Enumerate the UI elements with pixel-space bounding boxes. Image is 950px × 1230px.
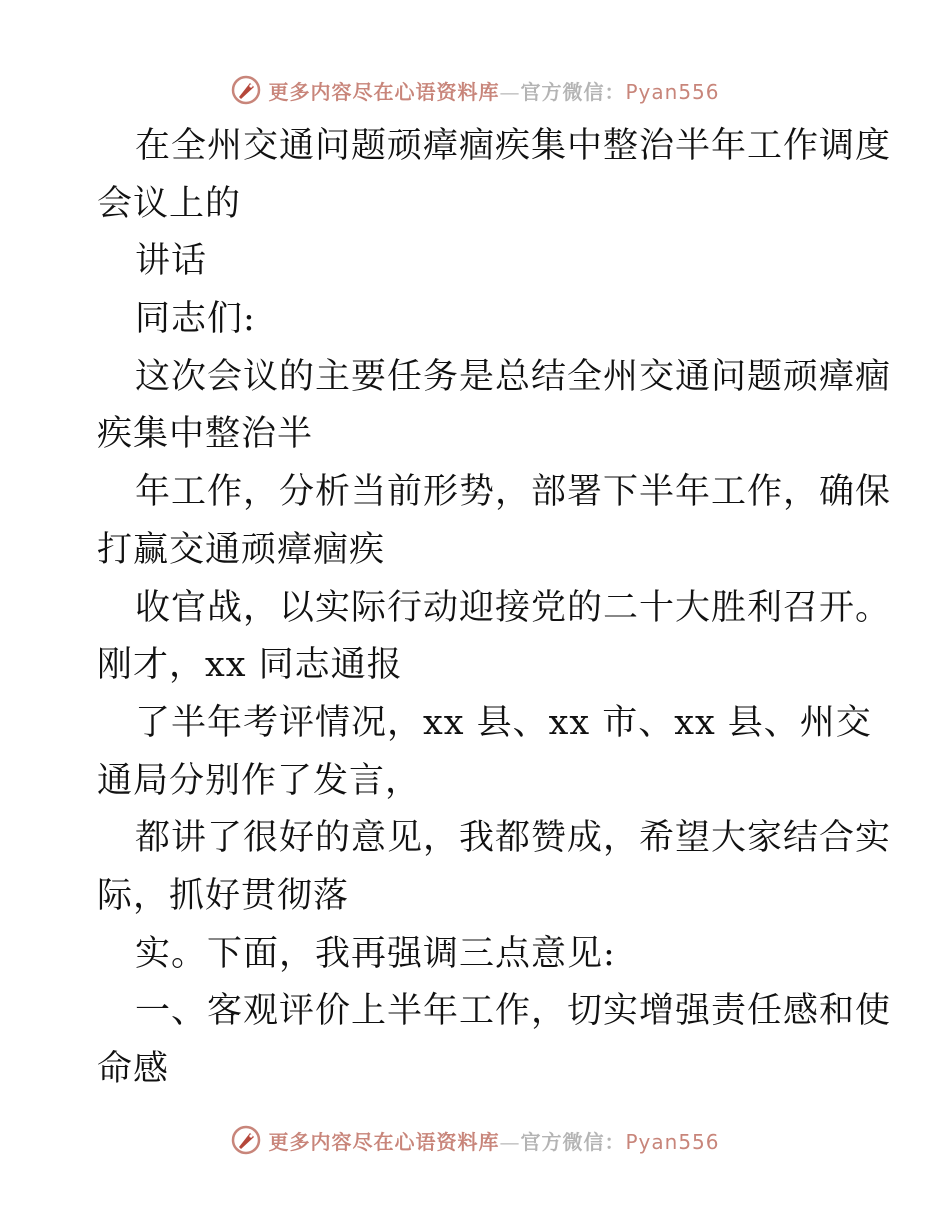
text-line: 收官战，以实际行动迎接党的二十大胜利召开。	[135, 587, 892, 628]
text-line: 会议上的	[97, 183, 242, 224]
banner-text	[268, 1126, 719, 1155]
text-line: 际，抓好贯彻落	[97, 875, 350, 916]
banner-main-text: 更多内容尽在心语资料库	[268, 1129, 500, 1154]
banner-wechat-id: Pyan556	[625, 1129, 720, 1154]
text-line: 都讲了很好的意见，我都赞成，希望大家结合实	[135, 818, 892, 859]
header-banner	[0, 70, 950, 110]
text-line: 疾集中整治半	[97, 414, 314, 455]
text-line: 讲话	[135, 241, 208, 282]
text-line: 这次会议的主要任务是总结全州交通问题顽瘴痼	[135, 356, 892, 397]
text-line: 一、客观评价上半年工作，切实增强责任感和使	[135, 991, 892, 1032]
banner-wechat-label: 官方微信：	[520, 1129, 626, 1154]
text-line: 年工作，分析当前形势，部署下半年工作，确保	[135, 472, 892, 513]
pen-nib-logo-icon	[230, 1124, 262, 1156]
pen-nib-logo-icon	[230, 74, 262, 106]
document-body	[97, 118, 892, 1099]
banner-dash: —	[499, 1129, 521, 1154]
text-line: 在全州交通问题顽瘴痼疾集中整治半年工作调度	[135, 126, 892, 166]
banner-dash: —	[499, 79, 521, 104]
footer-banner	[0, 1120, 950, 1160]
banner-main-text: 更多内容尽在心语资料库	[268, 79, 500, 104]
text-line: 实。下面，我再强调三点意见:	[135, 933, 616, 974]
banner-wechat-id: Pyan556	[625, 79, 720, 104]
text-line: 命感	[97, 1049, 170, 1089]
text-line: 同志们:	[135, 299, 256, 340]
text-line: 通局分别作了发言，	[97, 760, 422, 801]
text-line: 刚才，xx 同志通报	[97, 645, 403, 686]
text-line: 了半年考评情况，xx 县、xx 市、xx 县、州交	[135, 702, 872, 743]
banner-wechat-label: 官方微信：	[520, 79, 626, 104]
text-line: 打赢交通顽瘴痼疾	[97, 529, 386, 570]
banner-text	[268, 76, 719, 105]
